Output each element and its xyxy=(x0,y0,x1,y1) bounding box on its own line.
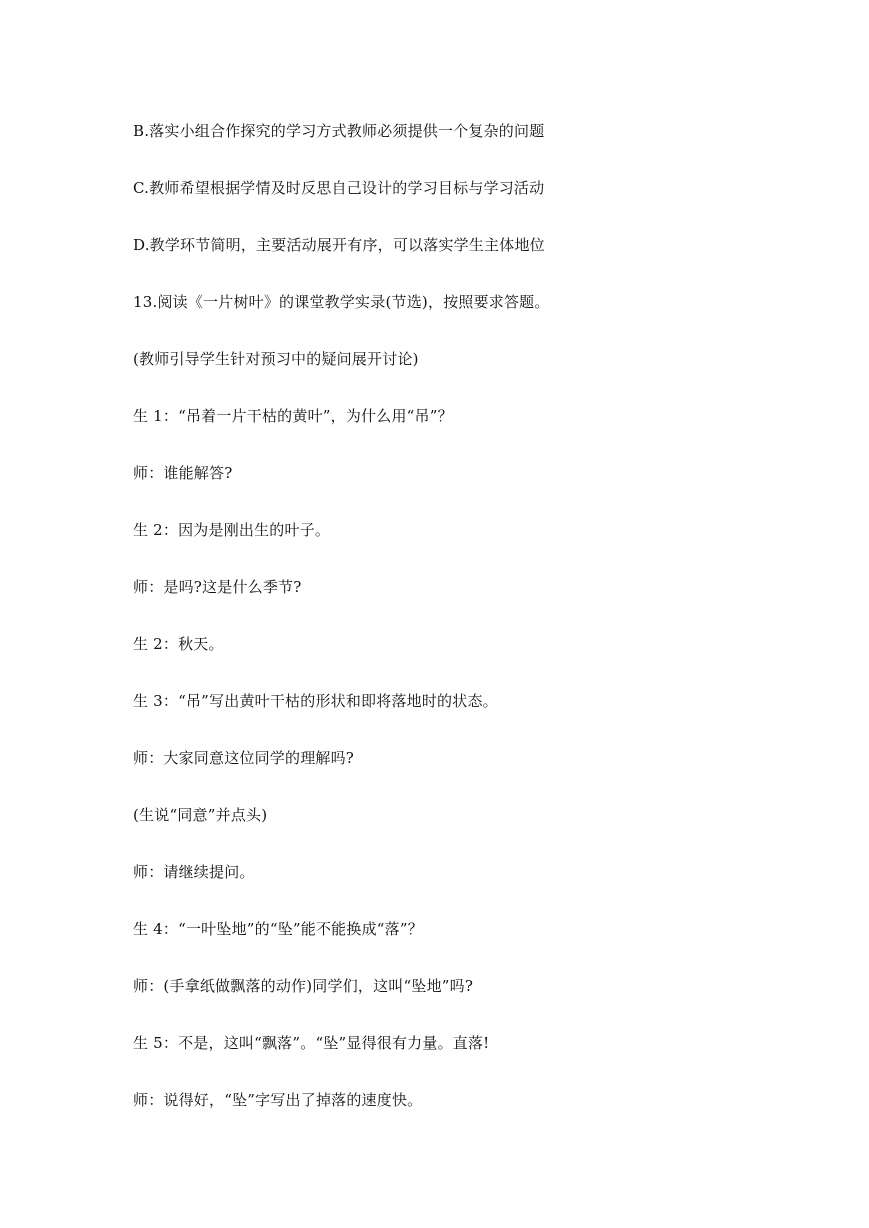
dialogue-line: 师：是吗?这是什么季节? xyxy=(133,578,302,596)
option-c-text: C.教师希望根据学情及时反思自己设计的学习目标与学习活动 xyxy=(133,179,545,197)
dialogue-line: 生 4：“一叶坠地”的“坠”能不能换成“落”？ xyxy=(133,920,423,938)
question-13-prompt: 13.阅读《一片树叶》的课堂教学实录(节选)，按照要求答题。 xyxy=(133,293,550,311)
dialogue-line: 师：谁能解答? xyxy=(133,464,233,482)
option-d-text: D.教学环节简明，主要活动展开有序，可以落实学生主体地位 xyxy=(133,236,545,254)
dialogue-line: 生 5：不是，这叫“飘落”。“坠”显得很有力量。直落! xyxy=(133,1034,490,1052)
dialogue-line: 生 3：“吊”写出黄叶干枯的形状和即将落地时的状态。 xyxy=(133,692,498,710)
stage-direction: (生说“同意”并点头) xyxy=(133,806,268,824)
dialogue-line: 师：说得好，“坠”字写出了掉落的速度快。 xyxy=(133,1091,423,1109)
option-b-text: B.落实小组合作探究的学习方式教师必须提供一个复杂的问题 xyxy=(133,122,545,140)
dialogue-line: 生 1：“吊着一片干枯的黄叶”，为什么用“吊”？ xyxy=(133,407,453,425)
stage-direction: (教师引导学生针对预习中的疑问展开讨论) xyxy=(133,350,419,368)
dialogue-line: 师：请继续提问。 xyxy=(133,863,255,881)
dialogue-line: 师：(手拿纸做飘落的动作)同学们，这叫“坠地”吗? xyxy=(133,977,474,995)
dialogue-line: 师：大家同意这位同学的理解吗? xyxy=(133,749,355,767)
dialogue-line: 生 2：秋天。 xyxy=(133,635,224,653)
dialogue-line: 生 2：因为是刚出生的叶子。 xyxy=(133,521,331,539)
